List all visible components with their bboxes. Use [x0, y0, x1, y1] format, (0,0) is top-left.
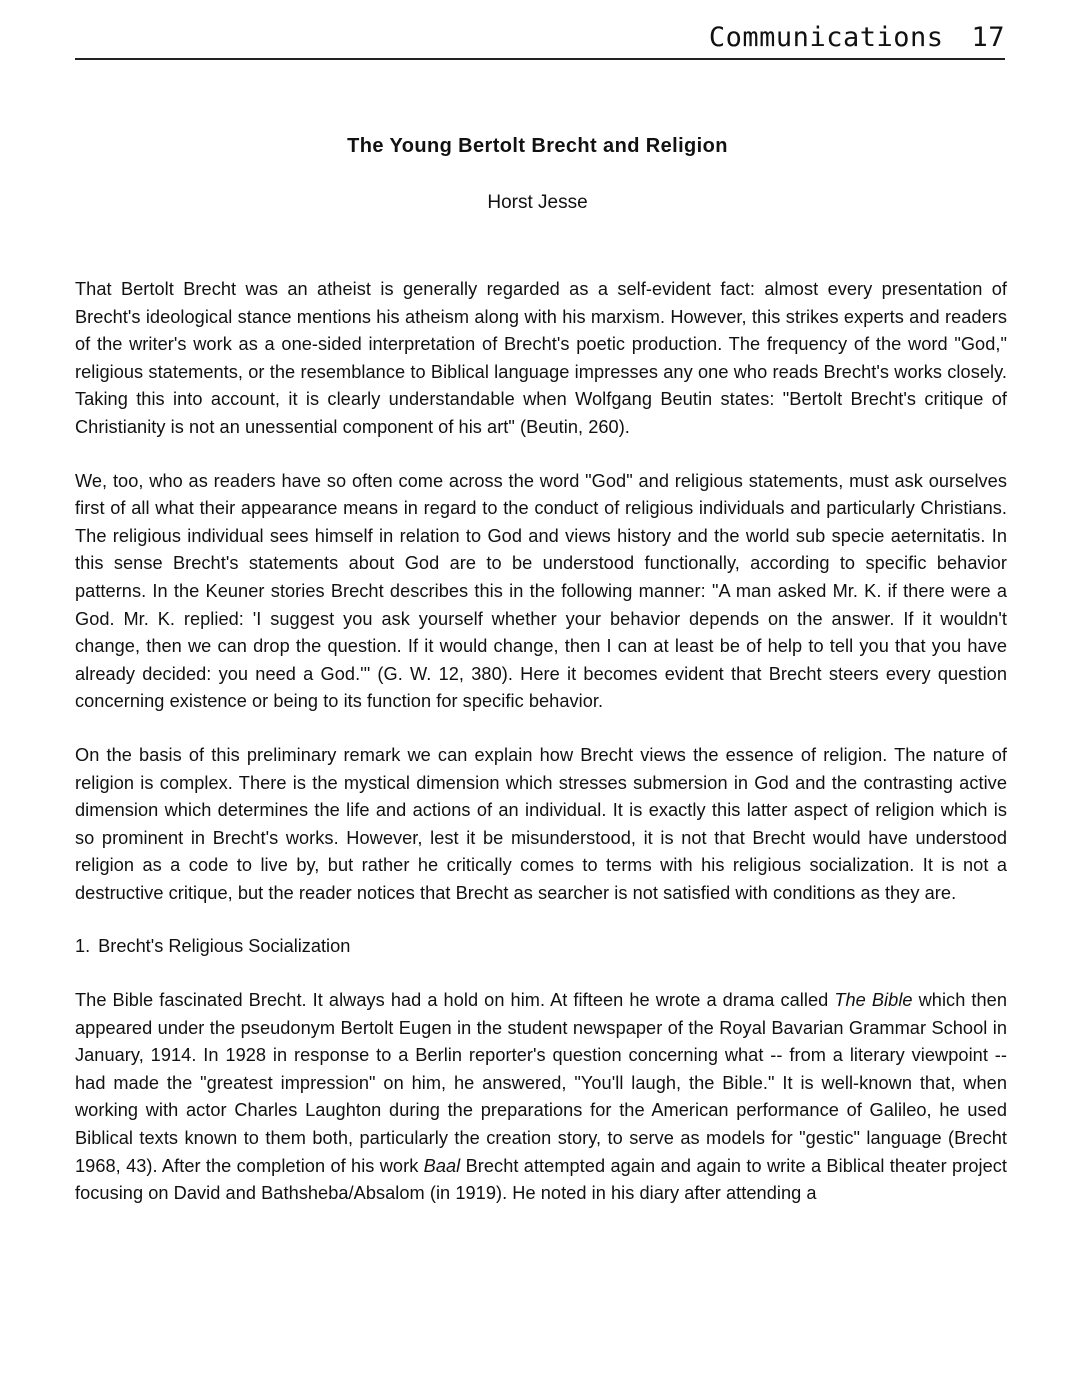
paragraph-4-part-a: The Bible fascinated Brecht. It always had a hold on him. At fifteen he wrote a drama called	[75, 990, 835, 1011]
section-number: 1.	[75, 936, 91, 957]
paragraph-4	[75, 987, 1007, 1208]
header-text	[709, 22, 1005, 53]
paragraph-1: That Bertolt Brecht was an atheist is generally regarded as a self-evident fact: almost every presentation of Brecht's ideological stance mentions his atheism along with his marxism. However, this strikes experts and readers of the writer's work as a one-sided interpretation of Brecht's poetic production. The frequency of the word "God," religious statements, or the resemblance to Biblical language impresses any one who reads Brecht's works closely. Taking this into account, it is clearly understandable when Wolfgang Beutin states: "Bertolt Brecht's critique of Christianity is not an unessential component of his art" (Beutin, 260).	[75, 279, 1007, 437]
article-body	[75, 276, 1007, 1208]
header-section-title: Communications	[708, 22, 944, 53]
article-author: Horst Jesse	[487, 192, 588, 213]
paragraph-2: We, too, who as readers have so often come across the word "God" and religious statements, must ask ourselves first of all what their appearance means in regard to the conduct of religious individuals and particularly Christians. The religious individual sees himself in relation to God and views history and the world sub specie aeternitatis. In this sense Brecht's statements about God are to be understood functionally, according to specific behavior patterns. In the Keuner stories Brecht describes this in the following manner: "A man asked Mr. K. if there were a God. Mr. K. replied: 'I suggest you ask yourself whether your behavior depends on the answer. If it wouldn't change, then we can drop the question. If it would change, then I can at least be of help to tell you that you have already decided: you need a God.'" (G. W. 12, 380). Here it becomes evident that Brecht steers every question concerning existence or being to its function for specific behavior.	[75, 470, 1007, 712]
section-heading	[75, 933, 1007, 961]
paragraph-3: On the basis of this preliminary remark we can explain how Brecht views the essence of religion. The nature of religion is complex. There is the mystical dimension which stresses submersion in God and the contrasting active dimension which determines the life and actions of an individual. It is exactly this latter aspect of religion which is so prominent in Brecht's works. However, lest it be misunderstood, it is not that Brecht would have understood religion as a code to live by, but rather he critically comes to terms with his religious socialization. It is not a destructive critique, but the reader notices that Brecht as searcher is not satisfied with conditions as they are.	[75, 744, 1007, 903]
title-the-bible: The Bible	[834, 990, 913, 1011]
page-number: 17	[971, 22, 1005, 53]
article-title: The Young Bertolt Brecht and Religion	[347, 135, 728, 157]
running-header	[75, 18, 1005, 60]
paragraph-4-part-e: Brecht attempted again and again to write a Biblical theater project focusing on David and Bathsheba/Absalom (in 1919). He noted in his diary after attending a	[75, 1155, 1008, 1204]
section-heading-text: Brecht's Religious Socialization	[98, 936, 351, 957]
title-baal: Baal	[423, 1155, 461, 1176]
paragraph-4-part-c: which then appeared under the pseudonym Bertolt Eugen in the student newspaper of the Royal Bavarian Grammar School in January, 1914. In 1928 in response to a Berlin reporter's question concerning what -- from a literary viewpoint -- had made the "greatest impression" on him, he answered, "You'll laugh, the Bible." It is well-known that, when working with actor Charles Laughton during the preparations for the American performance of Galileo, he used Biblical texts known to them both, particularly the creation story, to serve as models for "gestic" language (Brecht 1968, 43). After the completion of his work	[75, 990, 1007, 1176]
